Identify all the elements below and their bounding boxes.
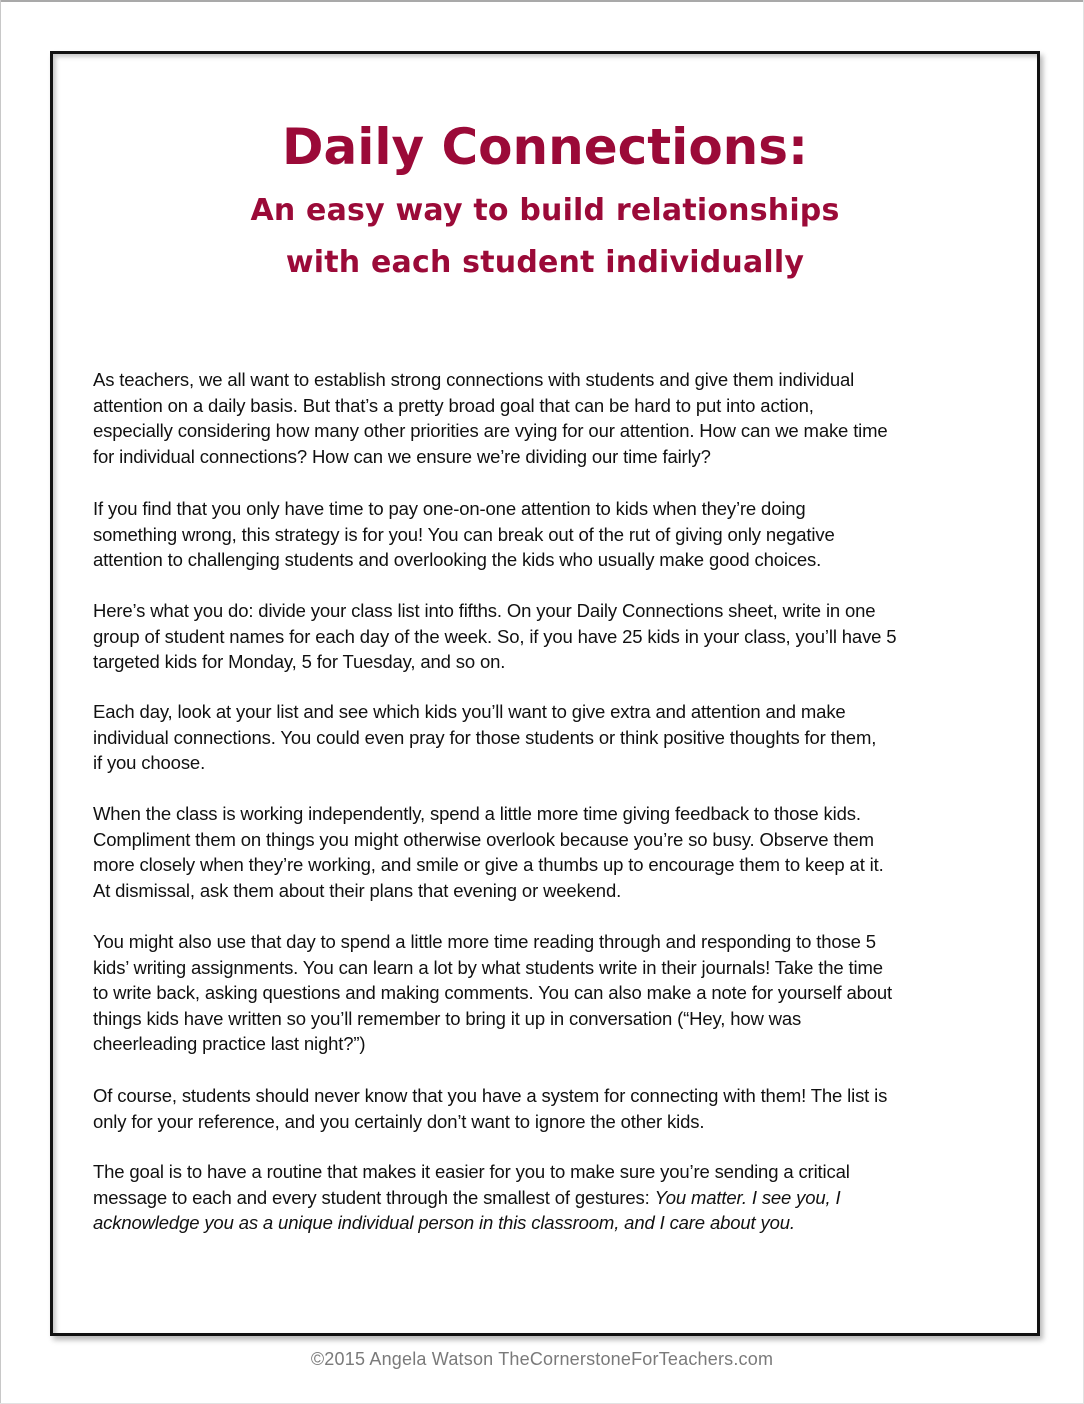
text-line: The goal is to have a routine that makes it easier for you to make sure you’re sending a critical — [93, 1161, 850, 1182]
closing-paragraph — [93, 1159, 850, 1236]
text-line: At dismissal, ask them about their plans that evening or weekend. — [93, 879, 622, 901]
copyright-footer: ©2015 Angela Watson TheCornerstoneForTeachers.com — [310, 1349, 774, 1369]
text-line: to write back, asking questions and making comments. You can also make a note for yourself about — [93, 982, 893, 1003]
text-line: only for your reference, and you certainly don’t want to ignore the other kids. — [93, 1110, 705, 1132]
text-line: individual connections. You could even pray for those students or think positive thoughts for them, — [93, 726, 877, 748]
text-line: more closely when they’re working, and smile or give a thumbs up to encourage them to keep at it. — [93, 854, 884, 875]
text-line: You might also use that day to spend a little more time reading through and responding to those 5 — [93, 931, 876, 952]
text-line: When the class is working independently, spend a little more time giving feedback to those kids. — [93, 803, 861, 824]
subtitle-line — [53, 243, 1037, 283]
paragraph — [93, 699, 876, 776]
paragraph — [93, 598, 896, 675]
heading-text: Daily Connections: — [281, 118, 809, 176]
text-line: As teachers, we all want to establish strong connections with students and give them individual — [93, 369, 855, 390]
paragraph — [93, 929, 892, 1057]
text-line: things kids have written so you’ll remember to bring it up in conversation (“Hey, how was — [93, 1007, 802, 1029]
plain-text: message to each and every student through the smallest of gestures: — [93, 1186, 655, 1208]
page-edge-top — [0, 0, 1084, 2]
emphasis-text: acknowledge you as a unique individual person in this classroom, and I care about you. — [93, 1212, 795, 1233]
text-line: Here’s what you do: divide your class list into fifths. On your Daily Connections sheet, write in one — [93, 600, 876, 621]
text-line: attention on a daily basis. But that’s a pretty broad goal that can be hard to put into action, — [93, 394, 814, 416]
page-edge-left — [0, 0, 1, 1404]
text-line: kids’ writing assignments. You can learn a lot by what students write in their journals! Take the time — [93, 956, 883, 978]
text-line — [93, 1185, 850, 1211]
text-line: If you find that you only have time to pay one-on-one attention to kids when they’re doing — [93, 498, 806, 519]
paragraph — [93, 496, 835, 573]
document-frame — [50, 51, 1040, 1336]
text-line: especially considering how many other priorities are vying for our attention. How can we make time — [93, 420, 888, 441]
heading-text: An easy way to build relationships — [250, 193, 840, 228]
text-line: Of course, students should never know that you have a system for connecting with them! The list is — [93, 1085, 888, 1106]
text-line: if you choose. — [93, 752, 206, 773]
subtitle-line — [53, 191, 1037, 231]
text-line: for individual connections? How can we ensure we’re dividing our time fairly? — [93, 445, 711, 467]
text-line: Each day, look at your list and see which kids you’ll want to give extra and attention and make — [93, 701, 846, 722]
text-line: Compliment them on things you might otherwise overlook because you’re so busy. Observe them — [93, 828, 874, 850]
paragraph — [93, 367, 888, 469]
text-line: cheerleading practice last night?”) — [93, 1033, 366, 1054]
paragraph — [93, 801, 884, 903]
heading-text: with each student individually — [285, 245, 805, 280]
text-line: attention to challenging students and overlooking the kids who usually make good choices. — [93, 549, 822, 570]
text-line: targeted kids for Monday, 5 for Tuesday, and so on. — [93, 651, 506, 672]
text-line: something wrong, this strategy is for you! You can break out of the rut of giving only negative — [93, 523, 835, 545]
text-line: group of student names for each day of the week. So, if you have 25 kids in your class, you’ll have 5 — [93, 625, 897, 647]
page-title — [53, 112, 1037, 182]
paragraph — [93, 1083, 887, 1134]
emphasis-text: You matter. I see you, I — [654, 1186, 841, 1208]
